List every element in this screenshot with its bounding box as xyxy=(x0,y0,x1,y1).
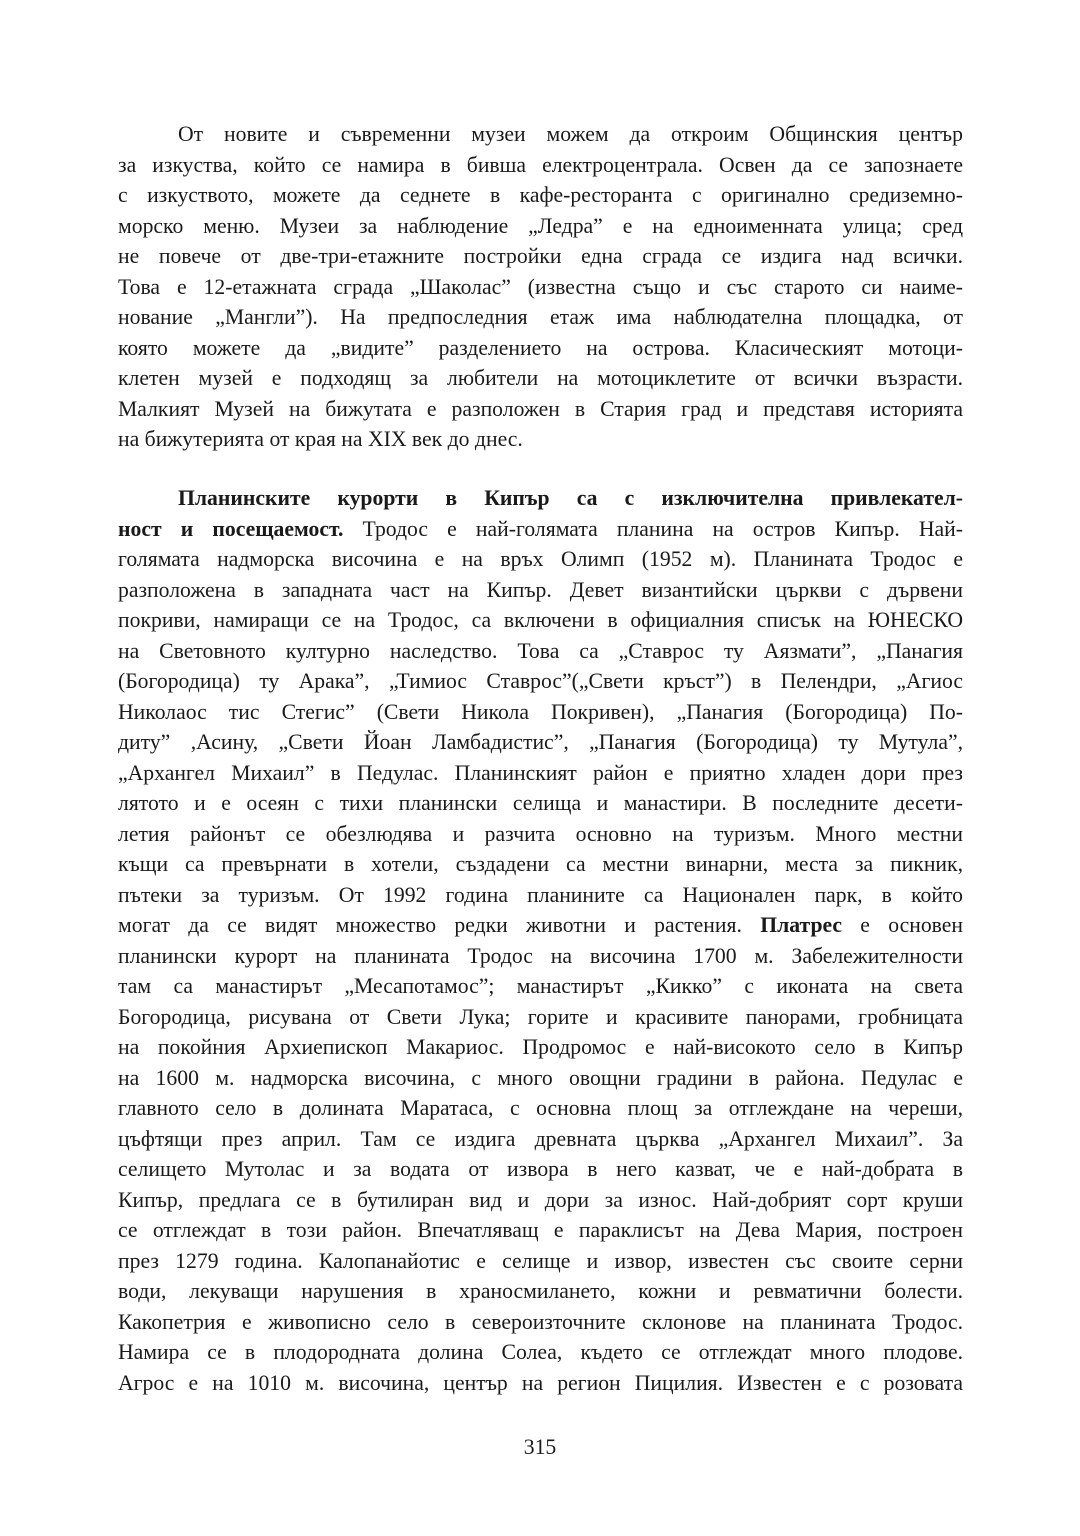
text-line xyxy=(118,971,963,1002)
bold-text-segment: Платрес xyxy=(760,913,843,937)
text-segment: Намира се в плодородната долина Солеа, където се отглеждат много плодове. xyxy=(118,1340,963,1364)
text-line xyxy=(118,241,963,272)
text-line xyxy=(118,1337,963,1368)
text-segment: главното село в долината Маратаса, с основна площ за отглеждане на череши, xyxy=(118,1096,963,1120)
text-line xyxy=(118,788,963,819)
text-line xyxy=(118,1154,963,1185)
text-segment: цъфтящи през април. Там се издига древната църква „Архангел Михаил”. За xyxy=(118,1126,963,1151)
text-segment: (Богородица) ту Арака”, „Тимиос Ставрос”(„Свети кръст”) в Пелендри, „Агиос xyxy=(118,669,963,693)
text-line xyxy=(118,849,963,880)
text-line xyxy=(118,605,963,636)
text-line xyxy=(118,1307,963,1338)
text-line xyxy=(118,727,963,758)
text-line xyxy=(118,272,963,303)
text-segment: селището Мутолас и за водата от извора в него казват, че е най-добрата в xyxy=(118,1157,963,1181)
text-segment: която можете да „видите” разделението на острова. Класическият мотоци- xyxy=(118,335,963,360)
text-line xyxy=(118,636,963,667)
text-line xyxy=(118,666,963,697)
text-segment: Какопетрия е живописно село в североизточните склонове на планината Тродос. xyxy=(118,1309,963,1334)
text-segment: Малкият Музей на бижутата е разположен в Стария град и представя историята xyxy=(118,396,963,421)
text-segment: лятото и е осеян с тихи планински селища и манастири. В последните десети- xyxy=(118,791,963,815)
text-segment: Богородица, рисувана от Свети Лука; горите и красивите панорами, гробницата xyxy=(118,1004,963,1029)
text-segment: води, лекуващи нарушения в храносмилането, кожни и ревматични болести. xyxy=(118,1279,963,1303)
text-segment: „Архангел Михаил” в Педулас. Планинският район е приятно хладен дори през xyxy=(118,760,963,785)
bold-text-segment: ност и посещаемост. xyxy=(118,516,344,541)
text-segment: на покойния Архиепископ Макариос. Продромос е най-високото село в Кипър xyxy=(118,1035,963,1059)
text-line xyxy=(118,483,963,514)
text-segment: планински курорт на планината Тродос на височина 1700 м. Забележителности xyxy=(118,943,963,968)
text-segment: къщи са превърнати в хотели, създадени са местни винарни, места за пикник, xyxy=(118,852,963,876)
text-segment: морско меню. Музеи за наблюдение „Ледра” е на едноименната улица; сред xyxy=(118,213,963,238)
text-segment: на 1600 м. надморска височина, с много овощни градини в района. Педулас е xyxy=(118,1065,963,1090)
text-segment: Агрос е на 1010 м. височина, център на регион Пицилия. Известен е с розовата xyxy=(118,1370,963,1395)
bold-text-segment: Планинските курорти в Кипър са с изключителна привлекател- xyxy=(178,486,963,510)
text-line xyxy=(118,941,963,972)
text-line xyxy=(118,150,963,181)
text-segment: не повече от две-три-етажните постройки една сграда се издига над всички. xyxy=(118,244,963,268)
text-line xyxy=(118,819,963,850)
text-segment: пътеки за туризъм. От 1992 година планините са Национален парк, в който xyxy=(118,882,963,907)
text-line xyxy=(118,544,963,575)
text-line xyxy=(118,1185,963,1216)
text-segment: нование „Мангли”). На предпоследния етаж има наблюдателна площадка, от xyxy=(118,305,963,329)
text-segment: Кипър, предлага се в бутилиран вид и дори за износ. Най-добрият сорт круши xyxy=(118,1187,963,1212)
text-segment: разположена в западната част на Кипър. Девет византийски църкви с дървени xyxy=(118,577,963,602)
text-line xyxy=(118,575,963,606)
text-segment: е основен xyxy=(842,913,964,937)
text-line xyxy=(118,697,963,728)
text-line xyxy=(118,1276,963,1307)
text-segment: там са манастирът „Месапотамос”; манастирът „Кикко” с иконата на света xyxy=(118,974,963,998)
paragraph-mountain-resorts xyxy=(118,483,963,1398)
text-segment: на Световното културно наследство. Това са „Ставрос ту Аязмати”, „Панагия xyxy=(118,638,963,663)
text-segment: Тродос е най-голямата планина на остров Кипър. Най- xyxy=(343,516,964,541)
page-number: 315 xyxy=(523,1435,557,1459)
text-line xyxy=(118,333,963,364)
text-line xyxy=(118,1032,963,1063)
text-line xyxy=(118,880,963,911)
text-segment: през 1279 година. Калопанайотис е селище и извор, известен със своите серни xyxy=(118,1248,963,1273)
text-segment: могат да се видят множество редки животни и растения. xyxy=(118,913,761,937)
text-segment: От новите и съвременни музеи можем да откроим Общинския център xyxy=(178,122,963,146)
text-line xyxy=(118,1093,963,1124)
text-line xyxy=(118,1246,963,1277)
text-line xyxy=(118,424,963,455)
text-segment: голямата надморска височина е на връх Олимп (1952 м). Планината Тродос е xyxy=(118,547,963,571)
paragraph-museums xyxy=(118,119,963,455)
text-line xyxy=(118,180,963,211)
text-line xyxy=(118,758,963,789)
text-line xyxy=(118,119,963,150)
text-line xyxy=(118,910,963,941)
text-line xyxy=(118,514,963,545)
text-segment: Николаос тис Стегис” (Свети Никола Покривен), „Панагия (Богородица) По- xyxy=(118,699,963,724)
text-segment: летия районът се обезлюдява и разчита основно на туризъм. Много местни xyxy=(118,821,963,846)
text-segment: на бижутерията от края на XIX век до днес. xyxy=(118,427,523,451)
text-segment: клетен музей е подходящ за любители на мотоциклетите от всички възрасти. xyxy=(118,366,963,390)
text-segment: с изкуството, можете да седнете в кафе-ресторанта с оригинално средиземно- xyxy=(118,183,963,207)
text-line xyxy=(118,1002,963,1033)
text-line xyxy=(118,211,963,242)
text-segment: за изкуства, който се намира в бивша електроцентрала. Освен да се запознаете xyxy=(118,152,963,177)
text-segment: диту” ,Асину, „Свети Йоан Ламбадистис”, „Панагия (Богородица) ту Мутула”, xyxy=(118,730,963,754)
text-line xyxy=(118,394,963,425)
text-line xyxy=(118,363,963,394)
text-segment: Това е 12-етажната сграда „Шаколас” (известна също и със старото си наиме- xyxy=(118,274,963,299)
text-line xyxy=(118,1063,963,1094)
text-line xyxy=(118,1368,963,1399)
text-segment: се отглеждат в този район. Впечатляващ е параклисът на Дева Мария, построен xyxy=(118,1218,963,1242)
text-segment: покриви, намиращи се на Тродос, са включени в официалния списък на ЮНЕСКО xyxy=(118,608,963,632)
text-line xyxy=(118,302,963,333)
text-line xyxy=(118,1124,963,1155)
text-line xyxy=(118,1215,963,1246)
